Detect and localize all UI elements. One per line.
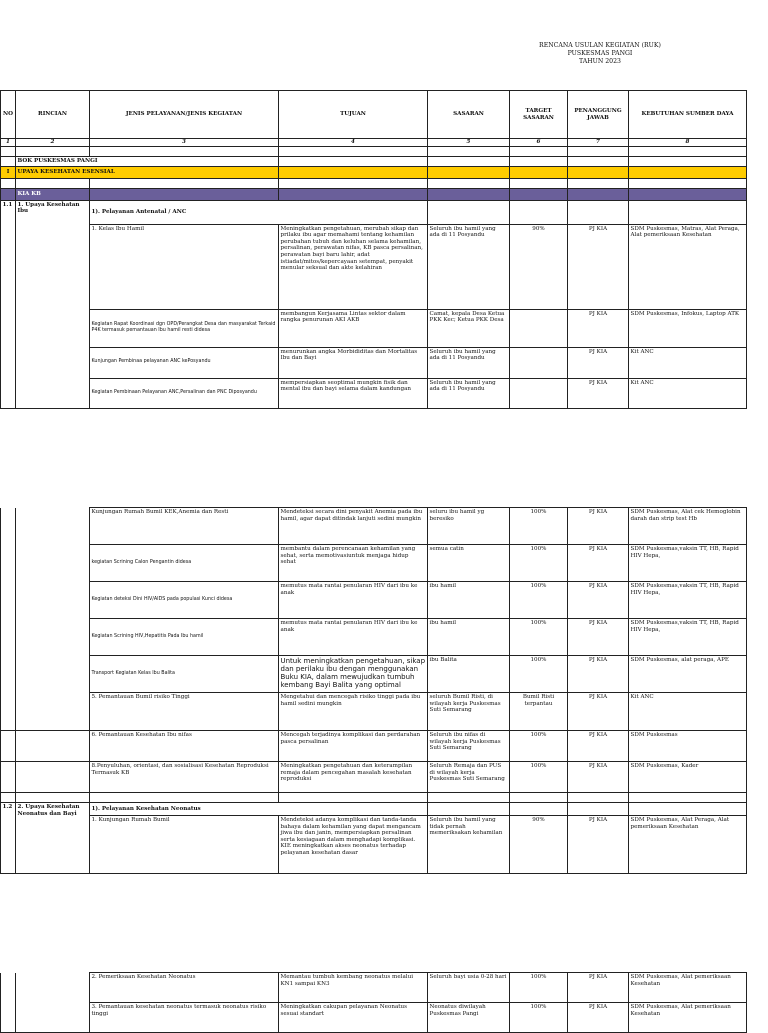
column-number-row <box>1 139 747 147</box>
cell-tujuan: membangun Kerjasama Lintas sektor dalam rangka penurunan AKI AKB <box>279 309 428 347</box>
cell-jenis: 2. Pemeriksaan Kesehatan Neonatus <box>90 973 279 1003</box>
col-number: 7 <box>568 139 629 147</box>
cell-kebutuhan: SDM Puskesmas, Kader <box>629 762 747 793</box>
cell-target: 100% <box>510 582 568 619</box>
col-no: NO <box>1 91 16 139</box>
cell-sasaran: seluruh Bumil Risti, di wilayah kerja Puskesmas Suti Semarang <box>428 693 510 731</box>
section-kia: KIA KB <box>16 188 90 200</box>
cell-tujuan: memutus mata rantai penularan HIV dari ibu ke anak <box>279 582 428 619</box>
cell-tujuan: memutus mata rantai penularan HIV dari ibu ke anak <box>279 619 428 656</box>
cell-pj: PJ KIA <box>568 731 629 762</box>
spacer-row <box>1 793 747 803</box>
document-header <box>470 42 730 66</box>
cell-target <box>510 309 568 347</box>
cell-tujuan: Meningkatkan cakupan pelayanan Neonatus sesuai standart <box>279 1003 428 1033</box>
cell-pj: PJ KIA <box>568 224 629 309</box>
cell-pj: PJ KIA <box>568 656 629 693</box>
cell-kebutuhan: SDM Puskesmas, Matras, Alat Peraga, Alat pemeriksaan Kesehatan <box>629 224 747 309</box>
section-upaya-no: I <box>1 166 16 178</box>
cell-kebutuhan: SDM Puskesmas, Alat cek Hemoglobin darah dan strip test Hb <box>629 508 747 545</box>
cell-tujuan: menurunkan angka Morbididitas dan Mortalitas Ibu dan Bayi <box>279 347 428 378</box>
col-number: 6 <box>510 139 568 147</box>
table-row <box>1 731 747 762</box>
cell-tujuan: Mendeteksi secara dini penyakit Anemia pada ibu hamil, agar dapat ditindak lanjuti sedini mungkin <box>279 508 428 545</box>
cell-kebutuhan: SDM Puskesmas,vaksin TT, HB, Rapid HIV Hepa, <box>629 582 747 619</box>
cell-pj: PJ KIA <box>568 378 629 408</box>
group1-rincian: 1. Upaya Kesehatan Ibu <box>16 200 90 408</box>
cell-sasaran: Seluruh ibu hamil yang ada di 11 Posyandu <box>428 378 510 408</box>
cell-kebutuhan: SDM Puskesmas,vaksin TT, HB, Rapid HIV Hepa, <box>629 545 747 582</box>
cell-sasaran: Seluruh ibu nifas di wilayah kerja Puskesmas Suti Semarang <box>428 731 510 762</box>
col-target: TARGET SASARAN <box>510 91 568 139</box>
col-number: 4 <box>279 139 428 147</box>
group2-header-row <box>1 803 747 816</box>
cell-kebutuhan: SDM Puskesmas, alat peraga, APE <box>629 656 747 693</box>
cell-target: 100% <box>510 545 568 582</box>
cell-sasaran: Camat, kepala Desa Ketua PKK Kec; Ketua PKK Desa <box>428 309 510 347</box>
cell-tujuan: Mendeteksi adanya komplikasi dan tanda-tanda bahaya dalam kehamilan yang dapat mengancam jiwa ibu dan janin, mempersiapkan persalinan serta kesiagaan dalam menghadapi komplikasi. KIE meningkatkan akses neonatus terhadap pelayanan kesehatan dasar <box>279 816 428 874</box>
table-row <box>1 378 747 408</box>
cell-jenis: 1. Kelas Ibu Hamil <box>90 224 279 309</box>
table-row <box>1 582 747 619</box>
cell-sasaran: Neonatus diwilayah Puskesmas Pangi <box>428 1003 510 1033</box>
cell-jenis: 5. Pemantauan Bumil risiko Tinggi <box>90 693 279 731</box>
cell-jenis: Kegiatan Scrining HIV,Hepatitis Pada Ibu hamil <box>90 619 279 656</box>
cell-pj: PJ KIA <box>568 693 629 731</box>
cell-tujuan: Mencegah terjadinya komplikasi dan perdarahan pasca persalinan <box>279 731 428 762</box>
col-number: 2 <box>16 139 90 147</box>
col-number: 3 <box>90 139 279 147</box>
cell-kebutuhan: SDM Puskesmas,vaksin TT, HB, Rapid HIV Hepa, <box>629 619 747 656</box>
section-kia-row <box>1 188 747 200</box>
col-tujuan: TUJUAN <box>279 91 428 139</box>
group1-no: 1.1 <box>1 200 16 408</box>
ruk-table-part-2 <box>0 507 747 874</box>
cell-jenis: Transport Kegiatan Kelas Ibu Balita <box>90 656 279 693</box>
cell-sasaran: Seluruh bayi usia 0-28 hari <box>428 973 510 1003</box>
cell-pj: PJ KIA <box>568 1003 629 1033</box>
table-row <box>1 545 747 582</box>
cell-sasaran: Seluruh ibu hamil yang ada di 11 Posyandu <box>428 347 510 378</box>
col-number: 5 <box>428 139 510 147</box>
cell-jenis: 3. Pemantauan kesehatan neonatus termasuk neonatus risiko tinggi <box>90 1003 279 1033</box>
cell-target: Bumil Risti terpantau <box>510 693 568 731</box>
table-row <box>1 656 747 693</box>
header-line-1: RENCANA USULAN KEGIATAN (RUK) <box>539 42 661 49</box>
cell-tujuan: Mengetahui dan mencegah risiko tinggi pada ibu hamil sedini mungkin <box>279 693 428 731</box>
cell-jenis: Kunjungan Rumah Bumil KEK,Anemia dan Resti <box>90 508 279 545</box>
cell-sasaran: ibu Balita <box>428 656 510 693</box>
cell-jenis: kegiatan Scrining Calon Pengantin didesa <box>90 545 279 582</box>
cell-target: 100% <box>510 619 568 656</box>
section-upaya-row <box>1 166 747 178</box>
cell-kebutuhan: SDM Puskesmas, Infokus, Laptop ATK <box>629 309 747 347</box>
cell-target <box>510 347 568 378</box>
cell-kebutuhan: Kit ANC <box>629 693 747 731</box>
cell-jenis: Kegiatan deteksi Dini HIV/AIDS pada populasi Kunci didesa <box>90 582 279 619</box>
table-row <box>1 816 747 874</box>
cell-target: 90% <box>510 816 568 874</box>
group1-subheader: 1). Pelayanan Antenatal / ANC <box>90 200 428 224</box>
cell-target <box>510 378 568 408</box>
cell-sasaran: ibu hamil <box>428 619 510 656</box>
cell-tujuan: Untuk meningkatkan pengetahuan, sikap dan perilaku ibu dengan menggunakan Buku KIA, dalam mewujudkan tumbuh kembang Bayi Balita yang optimal <box>279 656 428 693</box>
cell-sasaran: semua catin <box>428 545 510 582</box>
group2-no: 1.2 <box>1 803 16 874</box>
cell-jenis: 6. Pemantauan Kesehatan Ibu nifas <box>90 731 279 762</box>
cell-pj: PJ KIA <box>568 762 629 793</box>
cell-kebutuhan: SDM Puskesmas, Alat pemeriksaan Kesehatan <box>629 973 747 1003</box>
cell-pj: PJ KIA <box>568 508 629 545</box>
col-number: 1 <box>1 139 16 147</box>
cell-pj: PJ KIA <box>568 545 629 582</box>
cell-target: 100% <box>510 731 568 762</box>
col-number: 8 <box>629 139 747 147</box>
section-upaya: UPAYA KESEHATAN ESENSIAL <box>16 166 279 178</box>
cell-tujuan: membantu dalam perencanaan kehamilan yang sehat, serta memotivasiuntuk menjaga hidup sehat <box>279 545 428 582</box>
cell-pj: PJ KIA <box>568 619 629 656</box>
cell-jenis: 8.Penyuluhan, orientasi, dan sosialisasi Kesehatan Reproduksi Termasuk KB <box>90 762 279 793</box>
table-row <box>1 619 747 656</box>
cell-jenis: Kegiatan Rapat Koordinasi dgn OPD/Perangkat Desa dan masyarakat Terkaid P4K termasuk pemantauan Ibu hamil resti didesa <box>90 309 279 347</box>
cell-target: 100% <box>510 508 568 545</box>
cell-sasaran: seluru ibu hamil yg beresiko <box>428 508 510 545</box>
table-row <box>1 508 747 545</box>
col-pj: PENANGGUNG JAWAB <box>568 91 629 139</box>
col-jenis: JENIS PELAYANAN/JENIS KEGIATAN <box>90 91 279 139</box>
cell-jenis: Kegiatan Pembinaan Pelayanan ANC,Persalinan dan PNC Diposyandu <box>90 378 279 408</box>
cell-kebutuhan: Kit ANC <box>629 378 747 408</box>
table-row <box>1 224 747 309</box>
cell-target: 90% <box>510 224 568 309</box>
col-sasaran: SASARAN <box>428 91 510 139</box>
cell-tujuan: mempersiapkan seoptimal mungkin fisik dan mental ibu dan bayi selama dalam kandungan <box>279 378 428 408</box>
cell-kebutuhan: Kit ANC <box>629 347 747 378</box>
spacer-row <box>1 146 747 156</box>
cell-target: 100% <box>510 973 568 1003</box>
ruk-table-part-1 <box>0 90 747 409</box>
cell-kebutuhan: SDM Puskesmas, Alat pemeriksaan Kesehatan <box>629 1003 747 1033</box>
cell-tujuan: Meningkatkan pengetahuan dan keterampilan remaja dalam pencegahan masalah kesehatan reproduksi <box>279 762 428 793</box>
table-row <box>1 347 747 378</box>
header-line-3: TAHUN 2023 <box>579 58 621 65</box>
cell-target: 100% <box>510 1003 568 1033</box>
cell-kebutuhan: SDM Puskesmas, Alat Peraga, Alat pemeriksaan Kesehatan <box>629 816 747 874</box>
group2-rincian: 2. Upaya Kesehatan Neonatus dan Bayi <box>16 803 90 874</box>
section-bok: BOK PUSKESMAS PANGI <box>16 156 279 166</box>
table-row <box>1 693 747 731</box>
cell-pj: PJ KIA <box>568 347 629 378</box>
col-rincian: RINCIAN <box>16 91 90 139</box>
group1-header-row <box>1 200 747 224</box>
cell-sasaran: Seluruh ibu hamil yang tidak pernah memeriksakan kehamilan <box>428 816 510 874</box>
cell-sasaran: ibu hamil <box>428 582 510 619</box>
table-row <box>1 1003 747 1033</box>
spacer-row <box>1 178 747 188</box>
cell-target: 100% <box>510 762 568 793</box>
cell-tujuan: Memantau tumbuh kembang neonatus melalui KN1 sampai KN3 <box>279 973 428 1003</box>
group2-subheader: 1). Pelayanan Kesehatan Neonatus <box>90 803 428 816</box>
cell-pj: PJ KIA <box>568 816 629 874</box>
table-row <box>1 309 747 347</box>
header-line-2: PUSKESMAS PANGI <box>567 50 633 57</box>
table-row <box>1 973 747 1003</box>
cell-pj: PJ KIA <box>568 582 629 619</box>
cell-sasaran: Seluruh Remaja dan PUS di wilayah kerja Puskesmas Suti Semarang <box>428 762 510 793</box>
cell-jenis: 1. Kunjungan Rumah Bumil <box>90 816 279 874</box>
cell-target: 100% <box>510 656 568 693</box>
table-row <box>1 762 747 793</box>
cell-kebutuhan: SDM Puskesmas <box>629 731 747 762</box>
cell-pj: PJ KIA <box>568 309 629 347</box>
cell-pj: PJ KIA <box>568 973 629 1003</box>
col-kebutuhan: KEBUTUHAN SUMBER DAYA <box>629 91 747 139</box>
cell-tujuan: Meningkatkan pengetahuan, merubah sikap dan prilaku ibu agar memahami tentang kehamilan perubahan tubuh dan keluhan selama kehamilan, persalinan, perawatan nifas, KB pasca persalinan, perawatan bayi baru lahir, adat istiadat/mitos/kepercayaan setempat, penyakit menular seksual dan akte kelahiran <box>279 224 428 309</box>
column-header-row <box>1 91 747 139</box>
cell-sasaran: Seluruh ibu hamil yang ada di 11 Posyandu <box>428 224 510 309</box>
section-bok-row <box>1 156 747 166</box>
cell-jenis: Kunjungan Pembinaa pelayanan ANC kePosyandu <box>90 347 279 378</box>
